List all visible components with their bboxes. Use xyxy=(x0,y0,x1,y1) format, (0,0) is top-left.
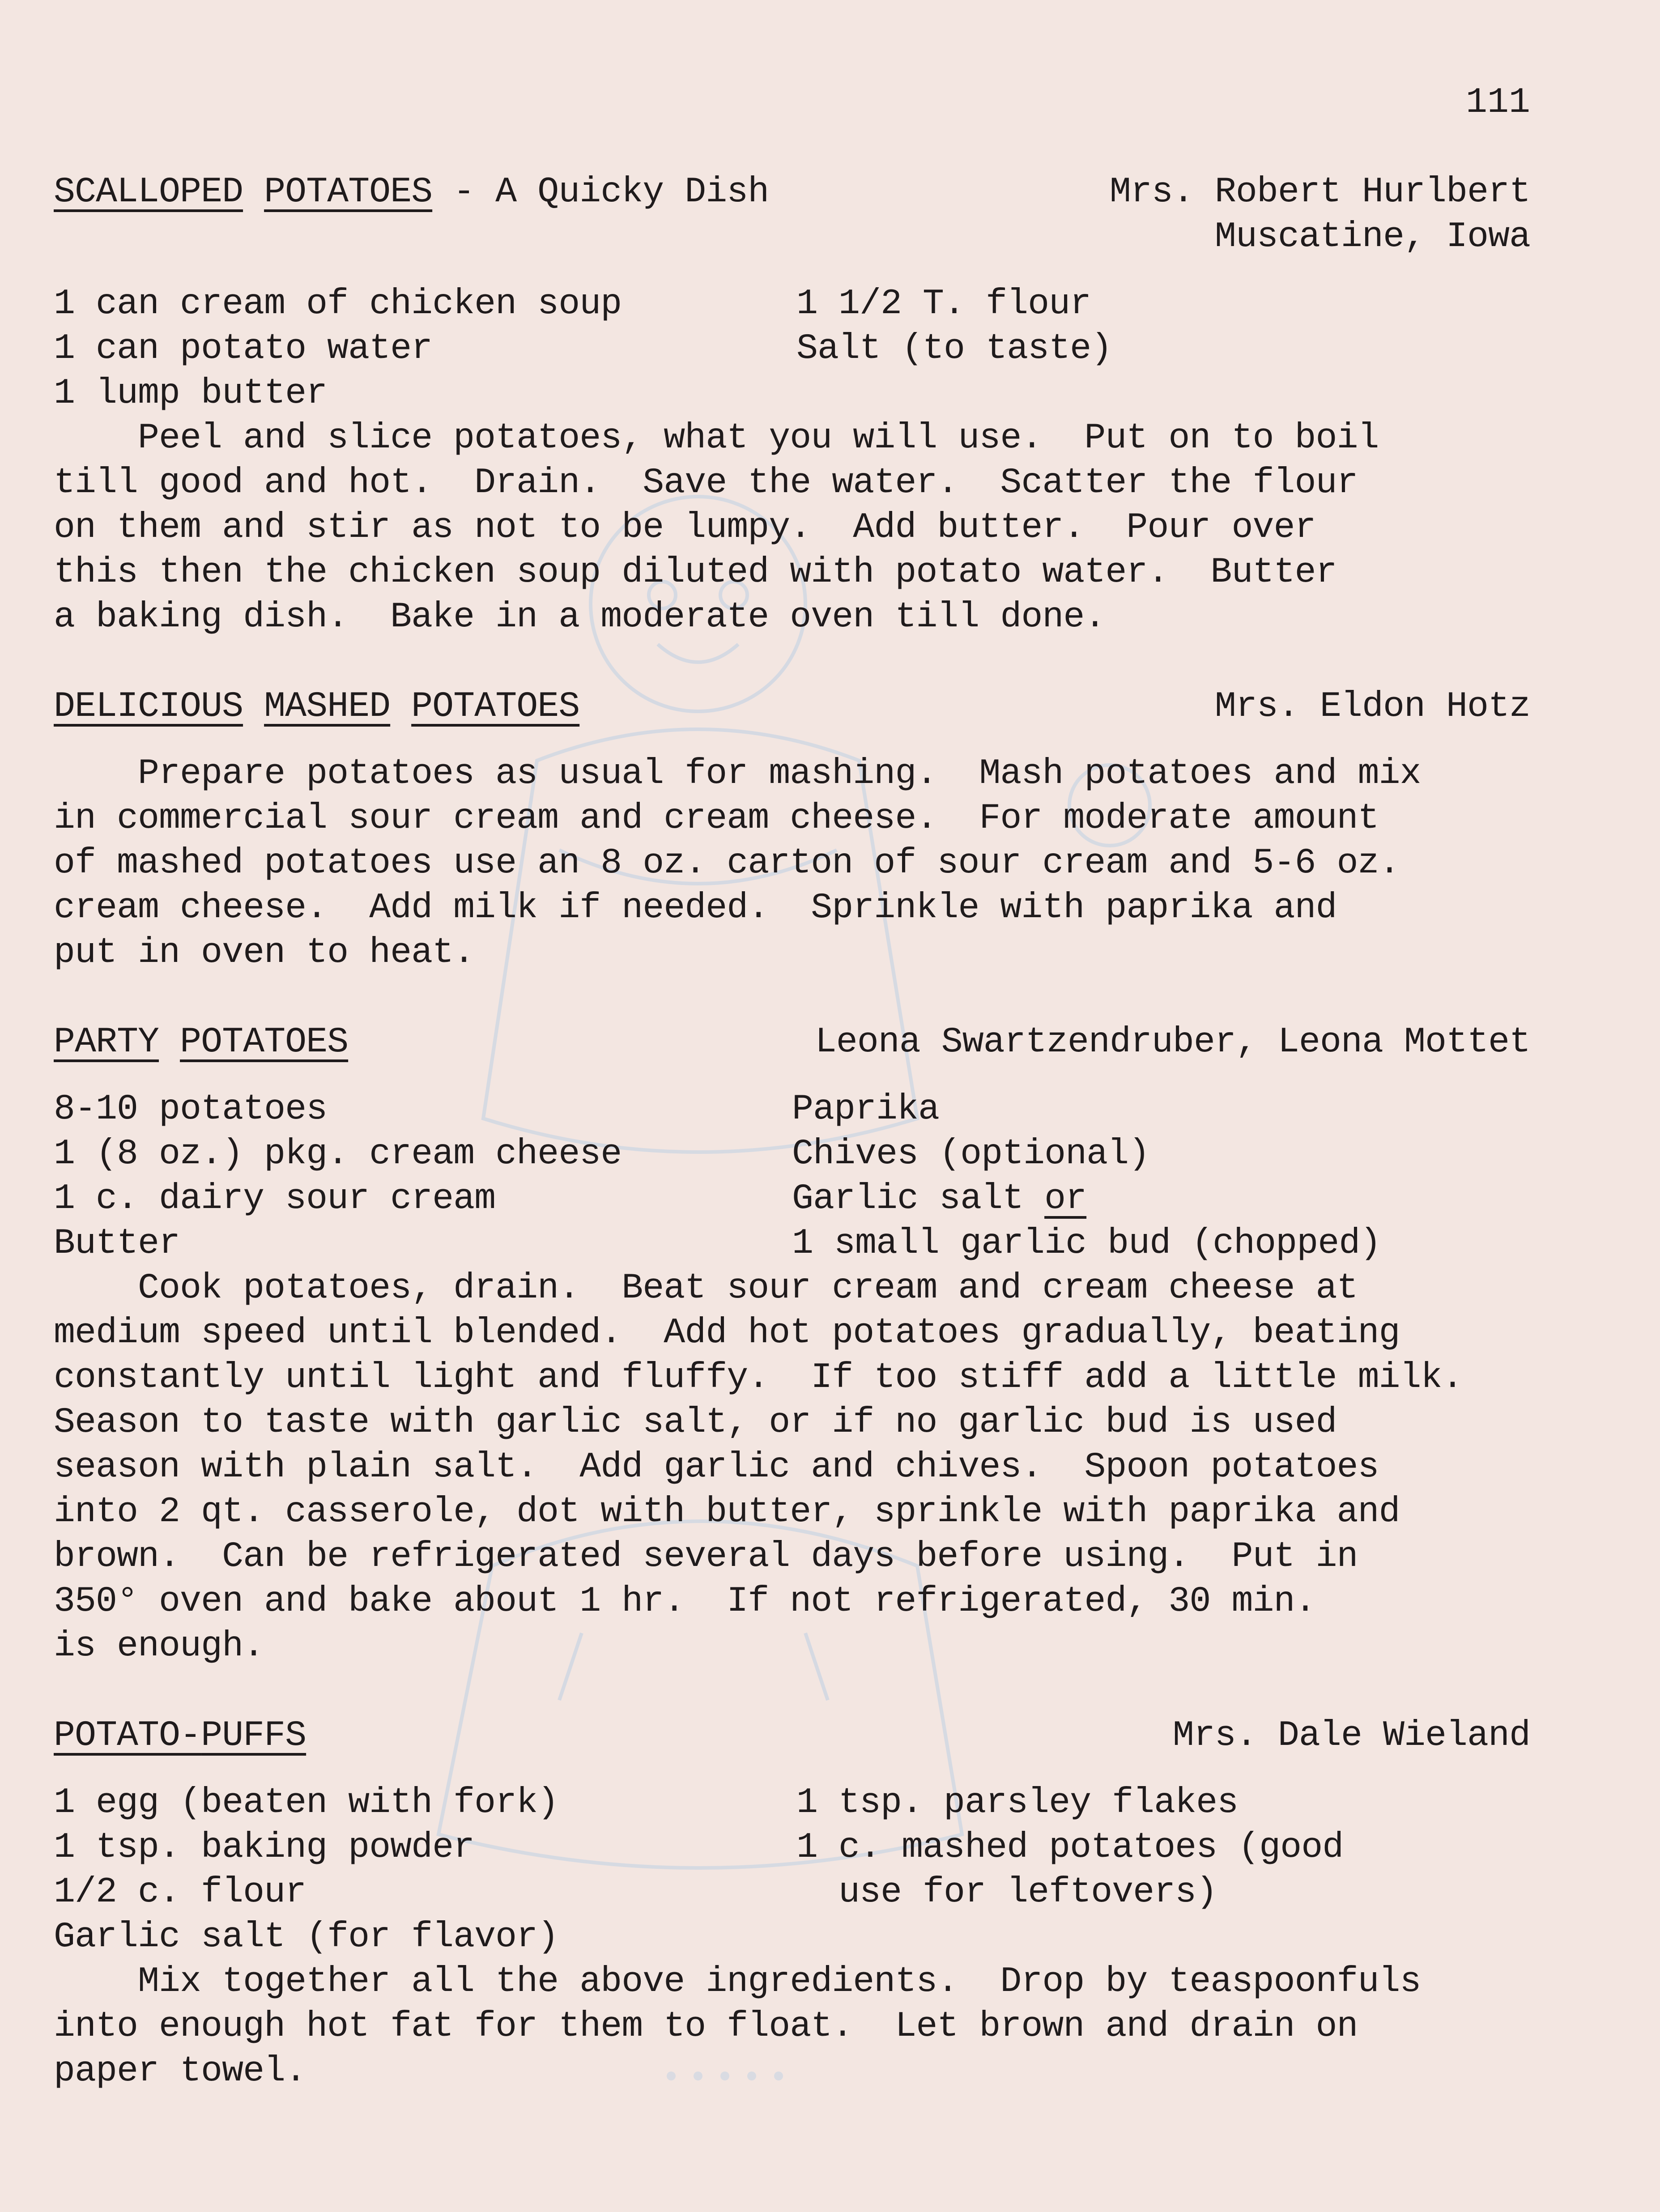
ingredient: 1/2 c. flour xyxy=(54,1872,306,1913)
ingredient: 1 can potato water xyxy=(54,328,433,369)
ingredient: 1 c. mashed potatoes (good xyxy=(796,1827,1344,1868)
ingredient: use for leftovers) xyxy=(796,1872,1217,1913)
instruction-line: constantly until light and fluffy. If too stiff add a little milk. xyxy=(54,1357,1463,1398)
ingredient: Paprika xyxy=(792,1089,940,1130)
ingredient: 1 (8 oz.) pkg. cream cheese xyxy=(54,1134,622,1174)
instruction-line: brown. Can be refrigerated several days before using. Put in xyxy=(54,1536,1358,1577)
instruction-line: medium speed until blended. Add hot potatoes gradually, beating xyxy=(54,1313,1400,1353)
recipe-author: Mrs. Dale Wieland xyxy=(1172,1715,1530,1756)
ingredient: 1 tsp. parsley flakes xyxy=(796,1782,1239,1823)
recipe-title-scalloped-potatoes xyxy=(54,170,769,215)
title-word: POTATOES xyxy=(264,172,433,213)
instruction-line: Peel and slice potatoes, what you will use. Put on to boil xyxy=(54,418,1379,459)
title-word: POTATO- xyxy=(54,1715,201,1756)
instruction-line: on them and stir as not to be lumpy. Add butter. Pour over xyxy=(54,507,1316,548)
ingredient: Chives (optional) xyxy=(792,1134,1150,1174)
title-word: SCALLOPED xyxy=(54,172,243,213)
title-word: POTATOES xyxy=(180,1022,349,1063)
ingredient xyxy=(792,1177,1086,1221)
ingredient: 1 can cream of chicken soup xyxy=(54,284,622,324)
title-word: PUFFS xyxy=(201,1715,306,1756)
ingredient: 1 tsp. baking powder xyxy=(54,1827,475,1868)
ingredient: Garlic salt (for flavor) xyxy=(54,1917,559,1957)
recipe-author-location: Muscatine, Iowa xyxy=(1214,217,1530,257)
recipe-title-party-potatoes xyxy=(54,1020,348,1065)
title-word: DELICIOUS xyxy=(54,686,243,727)
instruction-line: this then the chicken soup diluted with potato water. Butter xyxy=(54,552,1337,593)
ingredient: 1 1/2 T. flour xyxy=(796,284,1091,324)
instruction-line: into 2 qt. casserole, dot with butter, sprinkle with paprika and xyxy=(54,1492,1400,1532)
instruction-line: put in oven to heat. xyxy=(54,932,475,973)
title-word: MASHED xyxy=(264,686,391,727)
instruction-line: till good and hot. Drain. Save the water. Scatter the flour xyxy=(54,463,1358,503)
recipe-title-potato-puffs xyxy=(54,1714,306,1758)
ingredient: 1 egg (beaten with fork) xyxy=(54,1782,559,1823)
recipe-author: Mrs. Robert Hurlbert xyxy=(1109,172,1530,213)
ingredient: 8-10 potatoes xyxy=(54,1089,328,1130)
ingredient: Salt (to taste) xyxy=(796,328,1112,369)
page-number: 111 xyxy=(1465,82,1530,123)
instruction-line: season with plain salt. Add garlic and chives. Spoon potatoes xyxy=(54,1447,1379,1488)
title-suffix: - A Quicky Dish xyxy=(432,172,769,213)
ingredient-text: Garlic salt xyxy=(792,1178,1045,1219)
instruction-line: Cook potatoes, drain. Beat sour cream and cream cheese at xyxy=(54,1268,1358,1309)
recipe-title-delicious-mashed-potatoes xyxy=(54,685,579,729)
title-word: POTATOES xyxy=(411,686,580,727)
ingredient: Butter xyxy=(54,1223,180,1264)
ingredient: 1 lump butter xyxy=(54,373,328,414)
instruction-line: 350° oven and bake about 1 hr. If not refrigerated, 30 min. xyxy=(54,1581,1316,1622)
ingredient: 1 c. dairy sour cream xyxy=(54,1178,496,1219)
instruction-line: of mashed potatoes use an 8 oz. carton of sour cream and 5-6 oz. xyxy=(54,843,1400,884)
instruction-line: in commercial sour cream and cream cheese. For moderate amount xyxy=(54,798,1379,839)
instruction-line: into enough hot fat for them to float. Let brown and drain on xyxy=(54,2006,1358,2047)
recipe-author: Leona Swartzendruber, Leona Mottet xyxy=(815,1022,1530,1063)
instruction-line: paper towel. xyxy=(54,2051,306,2092)
instruction-line: a baking dish. Bake in a moderate oven till done. xyxy=(54,597,1106,638)
instruction-line: cream cheese. Add milk if needed. Sprinkle with paprika and xyxy=(54,888,1337,928)
instruction-line: Mix together all the above ingredients. Drop by teaspoonfuls xyxy=(54,1961,1421,2002)
ingredient: 1 small garlic bud (chopped) xyxy=(792,1223,1381,1264)
instruction-line: is enough. xyxy=(54,1626,264,1667)
instruction-line: Season to taste with garlic salt, or if no garlic bud is used xyxy=(54,1402,1337,1443)
recipe-author: Mrs. Eldon Hotz xyxy=(1214,686,1530,727)
instruction-line: Prepare potatoes as usual for mashing. Mash potatoes and mix xyxy=(54,753,1421,794)
title-word: PARTY xyxy=(54,1022,159,1063)
ingredient-or: or xyxy=(1044,1178,1087,1219)
